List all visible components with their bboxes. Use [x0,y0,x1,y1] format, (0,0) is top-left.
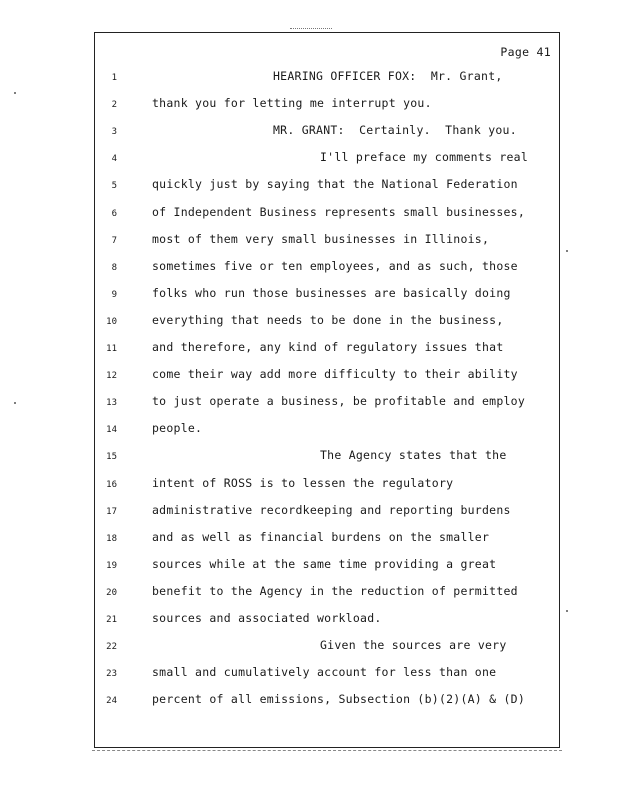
line-text: I'll preface my comments real [320,150,529,165]
line-text: thank you for letting me interrupt you. [152,96,432,111]
line-text: benefit to the Agency in the reduction of permitted [152,583,518,598]
line-text: sources while at the same time providing a great [152,556,497,571]
line-text: people. [152,421,203,436]
line-number: 20 [106,587,117,598]
line-number: 13 [106,398,117,409]
transcript-line [95,259,561,279]
line-text: of Independent Business represents small businesses, [152,204,526,219]
transcript-line [95,150,561,170]
line-number: 8 [111,262,117,273]
line-text: HEARING OFFICER FOX: Mr. Grant, [273,69,503,83]
line-text: administrative recordkeeping and reporting burdens [152,502,511,517]
line-number: 22 [106,642,117,653]
line-text: and as well as financial burdens on the smaller [152,529,490,544]
line-number: 4 [111,154,117,165]
transcript-line [95,448,561,468]
line-number: 19 [106,560,117,571]
line-text: quickly just by saying that the National Federation [152,177,518,192]
transcript-line [95,69,561,89]
transcript-line [95,611,561,631]
line-number: 6 [111,208,117,219]
transcript-line [95,177,561,197]
page-number: Page 41 [500,45,551,59]
transcript-line [95,123,561,143]
transcript-line [95,503,561,523]
transcript-line [95,421,561,441]
line-text: percent of all emissions, Subsection (b)(2)(A) & (D) [152,692,526,707]
transcript-line [95,96,561,116]
line-number: 15 [106,452,117,463]
line-number: 17 [106,506,117,517]
line-number: 11 [106,344,117,354]
line-number: 5 [111,181,117,192]
line-number: 16 [106,479,117,490]
line-number: 9 [111,289,117,300]
transcript-line [95,530,561,550]
line-text: The Agency states that the [320,448,507,463]
scan-speck [14,92,16,94]
line-text: come their way add more difficulty to their ability [152,367,518,382]
transcript-line [95,665,561,685]
line-text: intent of ROSS is to lessen the regulatory [152,475,454,490]
line-number: 3 [111,127,117,138]
line-text: folks who run those businesses are basically doing [152,285,511,300]
line-text: small and cumulatively account for less than one [152,665,497,680]
transcript-line [95,340,561,360]
line-number: 14 [106,425,117,436]
transcript-line [95,584,561,604]
line-text: sources and associated workload. [152,611,382,625]
line-number: 24 [106,696,117,707]
transcript-line [95,692,561,712]
line-number: 10 [106,316,117,327]
transcript-line [95,557,561,577]
line-text: sometimes five or ten employees, and as such, those [152,258,518,273]
scan-artifact-bottom [92,750,562,753]
line-text: Given the sources are very [320,638,507,653]
line-number: 23 [106,669,117,680]
transcript-line [95,476,561,496]
transcript-line [95,313,561,333]
transcript-line [95,286,561,306]
line-number: 18 [106,533,117,544]
scan-speck [566,250,568,252]
transcript-line [95,232,561,252]
transcript-line [95,638,561,658]
transcript-line [95,205,561,225]
line-text: and therefore, any kind of regulatory issues that [152,340,504,354]
line-text: MR. GRANT: Certainly. Thank you. [273,123,517,138]
transcript-line [95,367,561,387]
scan-speck [566,610,568,612]
line-number: 7 [111,235,117,246]
transcript-page [94,32,560,748]
line-number: 12 [106,371,117,382]
line-text: everything that needs to be done in the business, [152,312,504,327]
line-text: to just operate a business, be profitable and employ [152,394,526,409]
line-number: 2 [111,100,117,111]
line-number: 1 [111,73,117,83]
line-number: 21 [106,615,117,625]
scan-speck [14,402,16,404]
transcript-line [95,394,561,414]
line-text: most of them very small businesses in Illinois, [152,231,490,246]
